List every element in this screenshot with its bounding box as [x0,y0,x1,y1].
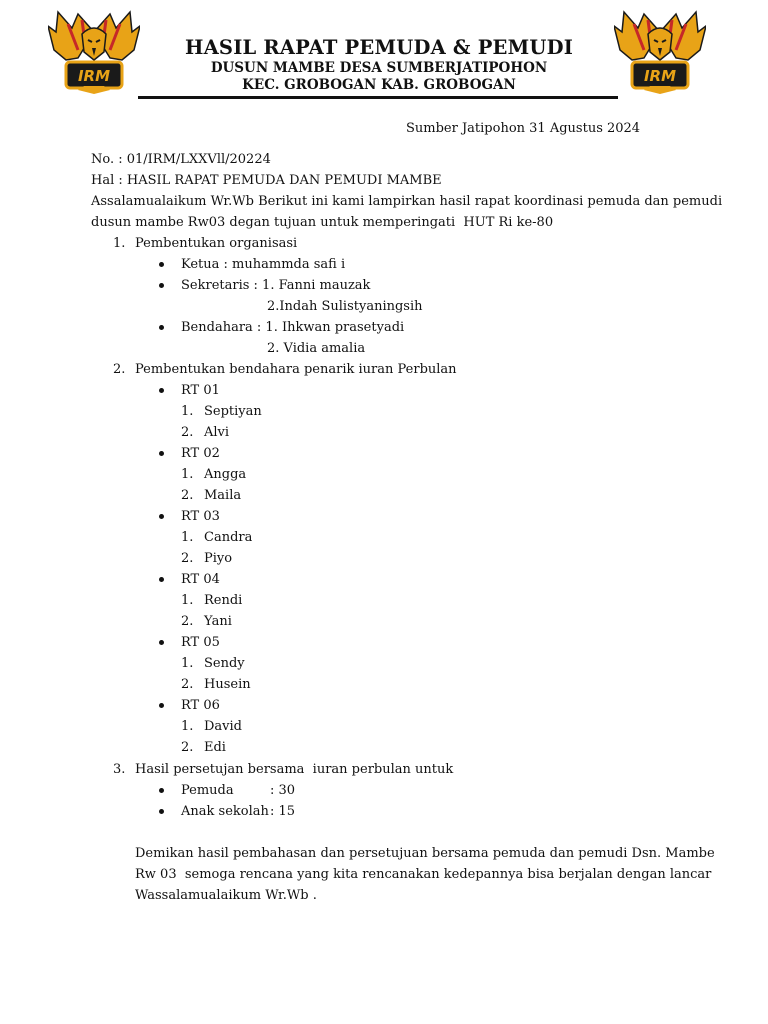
eagle-logo-icon [48,10,140,94]
bullet-icon [159,788,164,793]
fee-value-anak-sekolah: : 15 [270,804,296,819]
intro-line: dusun mambe Rw03 degan tujuan untuk memperingati HUT Ri ke-80 [91,215,554,230]
member-number: 2. [181,614,194,629]
rt-label: RT 03 [181,509,220,524]
bullet-icon [159,451,164,456]
intro-line: Assalamualaikum Wr.Wb Berikut ini kami lampirkan hasil rapat koordinasi pemuda dan pemudi [91,194,723,209]
section-number: 1. [113,236,126,251]
bullet-icon [159,283,164,288]
member-number: 1. [181,404,194,419]
closing-line: Wassalamualaikum Wr.Wb . [135,888,317,903]
fee-label-anak-sekolah: Anak sekolah [181,804,269,819]
letterhead-title: HASIL RAPAT PEMUDA & PEMUDI [184,36,574,59]
section-number: 3. [113,762,126,777]
member-name: Rendi [204,593,243,608]
letterhead-rule [138,96,618,99]
member-name: Maila [204,488,242,503]
section-title: Pembentukan bendahara penarik iuran Perbulan [135,362,457,377]
member-name: Candra [204,530,253,545]
member-number: 2. [181,551,194,566]
rt-label: RT 05 [181,635,220,650]
letterhead-subtitle-district: KEC. GROBOGAN KAB. GROBOGAN [242,77,516,93]
member-number: 2. [181,488,194,503]
member-name: Sendy [204,656,245,671]
closing-line: Demikan hasil pembahasan dan persetujuan bersama pemuda dan pemudi Dsn. Mambe [135,846,715,861]
member-name: Angga [204,467,247,482]
member-number: 1. [181,530,194,545]
fee-label-pemuda: Pemuda [181,783,234,798]
letterhead-subtitle-village: DUSUN MAMBE DESA SUMBERJATIPOHON [210,60,548,76]
list-item-sekretaris: Sekretaris : 1. Fanni mauzak [181,278,371,293]
list-item-bendahara-2: 2. Vidia amalia [267,341,366,356]
bullet-icon [159,514,164,519]
member-number: 2. [181,740,194,755]
section-number: 2. [113,362,126,377]
list-item-sekretaris-2: 2.Indah Sulistyaningsih [267,299,423,314]
section-title: Pembentukan organisasi [135,236,298,251]
member-number: 2. [181,677,194,692]
bullet-icon [159,577,164,582]
member-name: Piyo [204,551,233,566]
letter-subject: Hal : HASIL RAPAT PEMUDA DAN PEMUDI MAMBE [91,173,442,188]
closing-line: Rw 03 semoga rencana yang kita rencanakan kedepannya bisa berjalan dengan lancar [135,867,712,882]
svg-text:IRM: IRM [643,67,677,85]
list-item-ketua: Ketua : muhammda safi i [181,257,346,272]
letter-number: No. : 01/IRM/LXXVll/20224 [91,152,271,167]
letter-date: Sumber Jatipohon 31 Agustus 2024 [406,121,641,136]
rt-label: RT 02 [181,446,220,461]
bullet-icon [159,809,164,814]
member-name: Alvi [204,425,230,440]
member-number: 1. [181,467,194,482]
bullet-icon [159,325,164,330]
bullet-icon [159,703,164,708]
member-number: 1. [181,719,194,734]
rt-label: RT 04 [181,572,220,587]
member-number: 1. [181,656,194,671]
svg-text:IRM: IRM [77,67,111,85]
bullet-icon [159,388,164,393]
member-name: David [204,719,242,734]
section-title: Hasil persetujan bersama iuran perbulan untuk [135,762,454,777]
bullet-icon [159,262,164,267]
member-name: Edi [204,740,226,755]
member-name: Septiyan [204,404,262,419]
list-item-bendahara: Bendahara : 1. Ihkwan prasetyadi [181,320,405,335]
rt-label: RT 01 [181,383,220,398]
bullet-icon [159,640,164,645]
member-name: Husein [204,677,251,692]
rt-label: RT 06 [181,698,220,713]
eagle-logo-icon [614,10,706,94]
member-name: Yani [204,614,232,629]
member-number: 2. [181,425,194,440]
fee-value-pemuda: : 30 [270,783,296,798]
member-number: 1. [181,593,194,608]
